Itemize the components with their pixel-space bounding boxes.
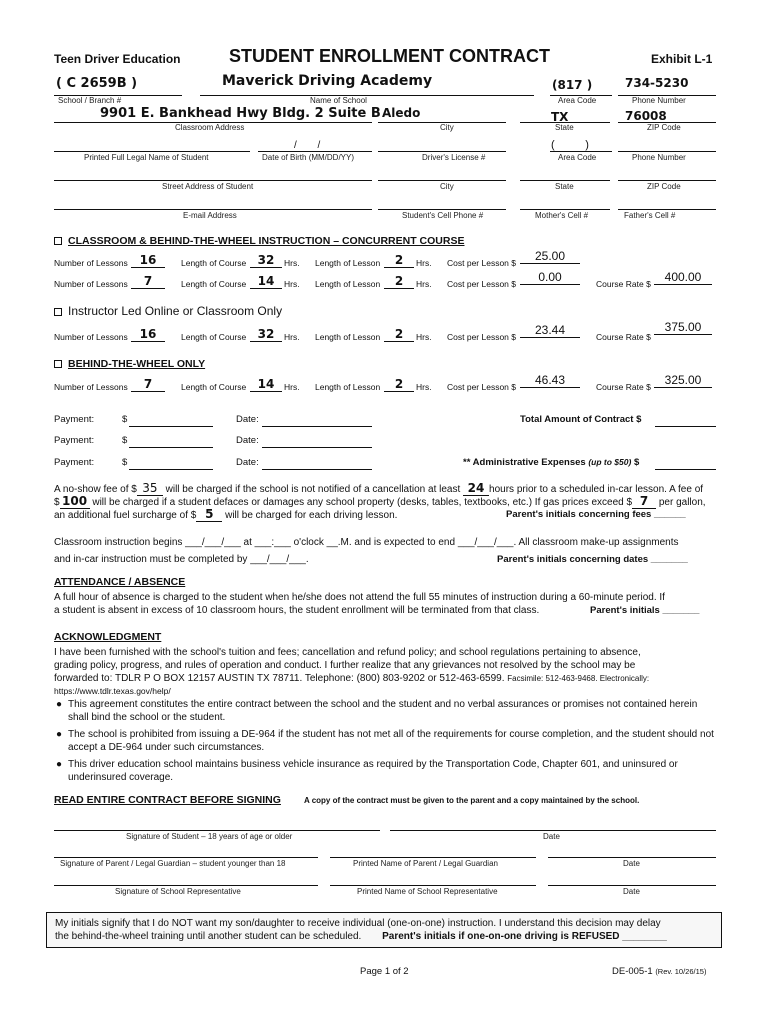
gas-price-value[interactable]: 7	[632, 495, 656, 509]
attendance-line-1: A full hour of absence is charged to the student when he/she does not attend the full 55 minutes of instruction during a 60-minute period. If	[54, 592, 665, 603]
online-num-label: Number of Lessons	[54, 332, 128, 342]
online-course-option[interactable]	[54, 304, 282, 318]
payment-2-amount-field[interactable]	[129, 447, 213, 448]
btw-hours[interactable]: 14	[250, 377, 282, 392]
btw-len-label: Length of Course	[181, 382, 247, 392]
fees-line-2: $ 100 will be charged if a student defaces or damages any school property (desks, tables, textbooks, etc.) If gas prices exceed $ 7 per gallon,	[54, 494, 706, 508]
exhibit-label: Exhibit L-1	[651, 52, 713, 66]
student-city-caption: City	[440, 182, 454, 191]
rep-date-caption: Date	[623, 887, 640, 896]
drivers-license-caption: Driver's License #	[422, 153, 486, 162]
student-phone-caption: Phone Number	[632, 153, 686, 162]
payment-2-dollar: $	[122, 435, 128, 446]
concurrent-r1-lesson[interactable]: 2	[384, 253, 414, 268]
ack-line-1: I have been furnished with the school's tuition and fees; cancellation and refund policy; and school regulations pertaining to absence,	[54, 647, 641, 658]
btw-cost-label: Cost per Lesson $	[447, 382, 516, 392]
concurrent-r2-hours[interactable]: 14	[250, 274, 282, 289]
dates-initials[interactable]: Parent's initials concerning dates _______	[497, 554, 688, 565]
parent-printed-name-caption: Printed Name of Parent / Legal Guardian	[353, 859, 498, 868]
payment-1-date-field[interactable]	[262, 426, 372, 427]
online-hrs2: Hrs.	[416, 332, 432, 342]
parent-signature-caption: Signature of Parent / Legal Guardian – student younger than 18	[60, 859, 286, 868]
concurrent-rate[interactable]: 400.00	[654, 270, 712, 285]
student-cell-field[interactable]	[378, 209, 506, 210]
dob-field[interactable]	[258, 151, 372, 152]
btw-course-title: BEHIND-THE-WHEEL ONLY	[68, 358, 206, 370]
page-title: STUDENT ENROLLMENT CONTRACT	[229, 46, 550, 66]
student-signature-caption: Signature of Student – 18 years of age or older	[126, 832, 293, 841]
ack-line-3: forwarded to: TDLR P O BOX 12157 AUSTIN TX 78711. Telephone: (800) 803-9202 or 512-463-6599. Facsimile: 512-463-9468. Electronically:	[54, 673, 650, 684]
btw-rate[interactable]: 325.00	[654, 373, 712, 388]
dob-slashes: / /	[294, 140, 321, 151]
total-contract-label: Total Amount of Contract $	[520, 414, 642, 425]
online-cost[interactable]: 23.44	[520, 323, 580, 338]
payment-1-dollar: $	[122, 414, 128, 425]
school-phone-caption: Phone Number	[632, 96, 686, 105]
payment-1-amount-field[interactable]	[129, 426, 213, 427]
parent-printed-name-field[interactable]	[330, 857, 536, 858]
online-course-title: Instructor Led Online or Classroom Only	[68, 304, 283, 318]
school-state-caption: State	[555, 123, 574, 132]
admin-expenses-label: ** Administrative Expenses (up to $50) $	[463, 457, 640, 468]
school-city-value[interactable]: Aledo	[382, 106, 421, 120]
admin-expenses-field[interactable]	[655, 469, 716, 470]
parent-signature-field[interactable]	[54, 857, 318, 858]
school-zip-caption: ZIP Code	[647, 123, 681, 132]
mother-cell-field[interactable]	[520, 209, 610, 210]
btw-lesson[interactable]: 2	[384, 377, 414, 392]
one-on-one-initials[interactable]: Parent's initials if one-on-one driving is REFUSED ________	[382, 931, 667, 942]
btw-course-option[interactable]	[54, 358, 205, 370]
page-number: Page 1 of 2	[360, 966, 409, 977]
payment-2-date-label: Date:	[236, 435, 259, 446]
btw-num[interactable]: 7	[131, 377, 165, 392]
concurrent-course-option[interactable]	[54, 235, 464, 247]
student-zip-caption: ZIP Code	[647, 182, 681, 191]
concurrent-r2-num-label: Number of Lessons	[54, 279, 128, 289]
btw-course-checkbox[interactable]	[54, 360, 62, 368]
payment-3-date-label: Date:	[236, 457, 259, 468]
school-state-value[interactable]: TX	[551, 110, 569, 124]
online-hrs: Hrs.	[284, 332, 300, 342]
copy-note: A copy of the contract must be given to the parent and a copy maintained by the school.	[304, 796, 640, 805]
school-area-code-value[interactable]: (817 )	[552, 78, 593, 92]
rep-date-field[interactable]	[548, 885, 716, 886]
form-number: DE-005-1 (Rev. 10/26/15)	[612, 966, 707, 977]
btw-cost[interactable]: 46.43	[520, 373, 580, 388]
school-branch-caption: School / Branch #	[58, 96, 122, 105]
fees-line-3: an additional fuel surcharge of $ 5 will be charged for each driving lesson.	[54, 507, 398, 521]
concurrent-r2-len-label: Length of Course	[181, 279, 247, 289]
school-zip-value[interactable]: 76008	[625, 109, 667, 123]
student-email-field[interactable]	[54, 209, 372, 210]
tdlr-help-link[interactable]: https://www.tdlr.texas.gov/help/	[54, 686, 171, 696]
fees-line-1: A no-show fee of $ 35 will be charged if the school is not notified of a cancellation at least 24 hours prior to a scheduled in-car lesson. A fee of	[54, 481, 704, 495]
school-phone-value[interactable]: 734-5230	[625, 76, 689, 90]
total-contract-field[interactable]	[655, 426, 716, 427]
student-state-caption: State	[555, 182, 574, 191]
online-rate-label: Course Rate $	[596, 332, 651, 342]
student-area-code-caption: Area Code	[558, 153, 597, 162]
mother-cell-caption: Mother's Cell #	[535, 211, 589, 220]
classroom-address-caption: Classroom Address	[175, 123, 245, 132]
school-branch-value[interactable]: ( C 2659B )	[56, 76, 138, 91]
student-area-code-field[interactable]	[550, 151, 612, 152]
ack-line-2: grading policy, progress, and rules of operation and conduct. I further realize that any grievances not resolved by the school may be	[54, 660, 636, 671]
concurrent-r1-num-label: Number of Lessons	[54, 258, 128, 268]
payment-1-label: Payment:	[54, 414, 95, 425]
deface-fee-value[interactable]: 100	[60, 495, 90, 509]
btw-hrs2: Hrs.	[416, 382, 432, 392]
payment-2-date-field[interactable]	[262, 447, 372, 448]
online-lesson[interactable]: 2	[384, 327, 414, 342]
schedule-line-2[interactable]: and in-car instruction must be completed by ___/___/___.	[54, 554, 309, 565]
ack-bullet-3: ● This driver education school maintains business vehicle insurance as required by the Transportation Code, Chapter 601, and uninsured or underinsured coverage.	[56, 759, 678, 783]
school-area-code-caption: Area Code	[558, 96, 597, 105]
online-len-label: Length of Course	[181, 332, 247, 342]
btw-num-label: Number of Lessons	[54, 382, 128, 392]
school-name-value[interactable]: Maverick Driving Academy	[222, 73, 433, 89]
father-cell-field[interactable]	[618, 209, 716, 210]
fees-initials[interactable]: Parent's initials concerning fees ______	[506, 509, 686, 520]
drivers-license-field[interactable]	[378, 151, 506, 152]
concurrent-r2-cost[interactable]: 0.00	[520, 270, 580, 285]
rep-printed-name-field[interactable]	[330, 885, 536, 886]
student-signature-date-field[interactable]	[390, 830, 716, 831]
payment-3-date-field[interactable]	[262, 469, 372, 470]
online-hours[interactable]: 32	[250, 327, 282, 342]
concurrent-r2-lesson-label: Length of Lesson	[315, 279, 381, 289]
student-area-paren: ( )	[551, 139, 589, 151]
rep-signature-field[interactable]	[54, 885, 318, 886]
btw-hrs: Hrs.	[284, 382, 300, 392]
acknowledgment-heading: ACKNOWLEDGMENT	[54, 631, 162, 643]
online-lesson-label: Length of Lesson	[315, 332, 381, 342]
concurrent-rate-label: Course Rate $	[596, 279, 651, 289]
school-name-caption: Name of School	[310, 96, 367, 105]
attendance-initials[interactable]: Parent's initials _______	[590, 605, 700, 616]
student-signature-date-caption: Date	[543, 832, 560, 841]
attendance-heading: ATTENDANCE / ABSENCE	[54, 576, 186, 588]
student-phone-field[interactable]	[618, 151, 716, 152]
noshow-fee-value[interactable]: 35	[137, 482, 163, 496]
payment-1-date-label: Date:	[236, 414, 259, 425]
concurrent-r2-hrs: Hrs.	[284, 279, 300, 289]
read-contract-heading: READ ENTIRE CONTRACT BEFORE SIGNING	[54, 794, 281, 806]
student-street-field[interactable]	[54, 180, 372, 181]
father-cell-caption: Father's Cell #	[624, 211, 676, 220]
ack-bullet-2: ● The school is prohibited from issuing a DE-964 if the student has not met all of the requirements for course completion, and the student should not accept a DE-964 under such circumstances.	[56, 729, 714, 753]
concurrent-r1-cost-label: Cost per Lesson $	[447, 258, 516, 268]
student-email-caption: E-mail Address	[183, 211, 237, 220]
concurrent-r1-len-label: Length of Course	[181, 258, 247, 268]
schedule-line-1[interactable]: Classroom instruction begins ___/___/___ at ___:___ o'clock __.M. and is expected to end ___/___/___. All classroom make-up assignments	[54, 537, 679, 548]
online-rate[interactable]: 375.00	[654, 320, 712, 335]
concurrent-r2-num[interactable]: 7	[131, 274, 165, 289]
concurrent-r2-hrs2: Hrs.	[416, 279, 432, 289]
concurrent-course-checkbox[interactable]	[54, 237, 62, 245]
concurrent-course-title: CLASSROOM & BEHIND-THE-WHEEL INSTRUCTION – CONCURRENT COURSE	[68, 235, 465, 247]
attendance-line-2: a student is absent in excess of 10 classroom hours, the student enrollment will be terminated from that class.	[54, 605, 540, 616]
student-signature-field[interactable]	[54, 830, 380, 831]
online-course-checkbox[interactable]	[54, 308, 62, 316]
rep-signature-caption: Signature of School Representative	[115, 887, 241, 896]
student-name-field[interactable]	[54, 151, 250, 152]
concurrent-r2-cost-label: Cost per Lesson $	[447, 279, 516, 289]
parent-date-field[interactable]	[548, 857, 716, 858]
teen-driver-education-label: Teen Driver Education	[54, 52, 181, 66]
notice-line-1: My initials signify that I do NOT want my son/daughter to receive individual (one-on-one) instruction. I understand this decision may delay	[55, 918, 661, 929]
online-num[interactable]: 16	[131, 327, 165, 342]
school-city-caption: City	[440, 123, 454, 132]
student-city-field[interactable]	[378, 180, 506, 181]
dob-caption: Date of Birth (MM/DD/YY)	[262, 153, 355, 162]
payment-2-label: Payment:	[54, 435, 95, 446]
concurrent-r1-num[interactable]: 16	[131, 253, 165, 268]
concurrent-r1-hours[interactable]: 32	[250, 253, 282, 268]
payment-3-amount-field[interactable]	[129, 469, 213, 470]
payment-3-dollar: $	[122, 457, 128, 468]
concurrent-r1-hrs: Hrs.	[284, 258, 300, 268]
concurrent-r2-lesson[interactable]: 2	[384, 274, 414, 289]
concurrent-r1-hrs2: Hrs.	[416, 258, 432, 268]
fuel-surcharge-value[interactable]: 5	[196, 508, 222, 522]
ack-bullet-1: ● This agreement constitutes the entire contract between the school and the student and no verbal assurances or promises not contained herein shall bind the school or the student.	[56, 699, 698, 723]
concurrent-r1-cost[interactable]: 25.00	[520, 249, 580, 264]
rep-printed-name-caption: Printed Name of School Representative	[357, 887, 498, 896]
concurrent-r1-lesson-label: Length of Lesson	[315, 258, 381, 268]
student-cell-caption: Student's Cell Phone #	[402, 211, 484, 220]
parent-date-caption: Date	[623, 859, 640, 868]
student-state-field[interactable]	[520, 180, 610, 181]
one-on-one-notice	[46, 912, 722, 948]
cancel-hours-value[interactable]: 24	[463, 482, 489, 496]
student-zip-field[interactable]	[618, 180, 716, 181]
btw-lesson-label: Length of Lesson	[315, 382, 381, 392]
online-cost-label: Cost per Lesson $	[447, 332, 516, 342]
classroom-address-value[interactable]: 9901 E. Bankhead Hwy Bldg. 2 Suite B	[100, 106, 381, 121]
notice-line-2: the behind-the-wheel training until another student can be scheduled. Parent's initials if one-on-one driving is REFUSED ________	[55, 931, 667, 942]
payment-3-label: Payment:	[54, 457, 95, 468]
btw-rate-label: Course Rate $	[596, 382, 651, 392]
student-name-caption: Printed Full Legal Name of Student	[84, 153, 209, 162]
student-street-caption: Street Address of Student	[162, 182, 254, 191]
